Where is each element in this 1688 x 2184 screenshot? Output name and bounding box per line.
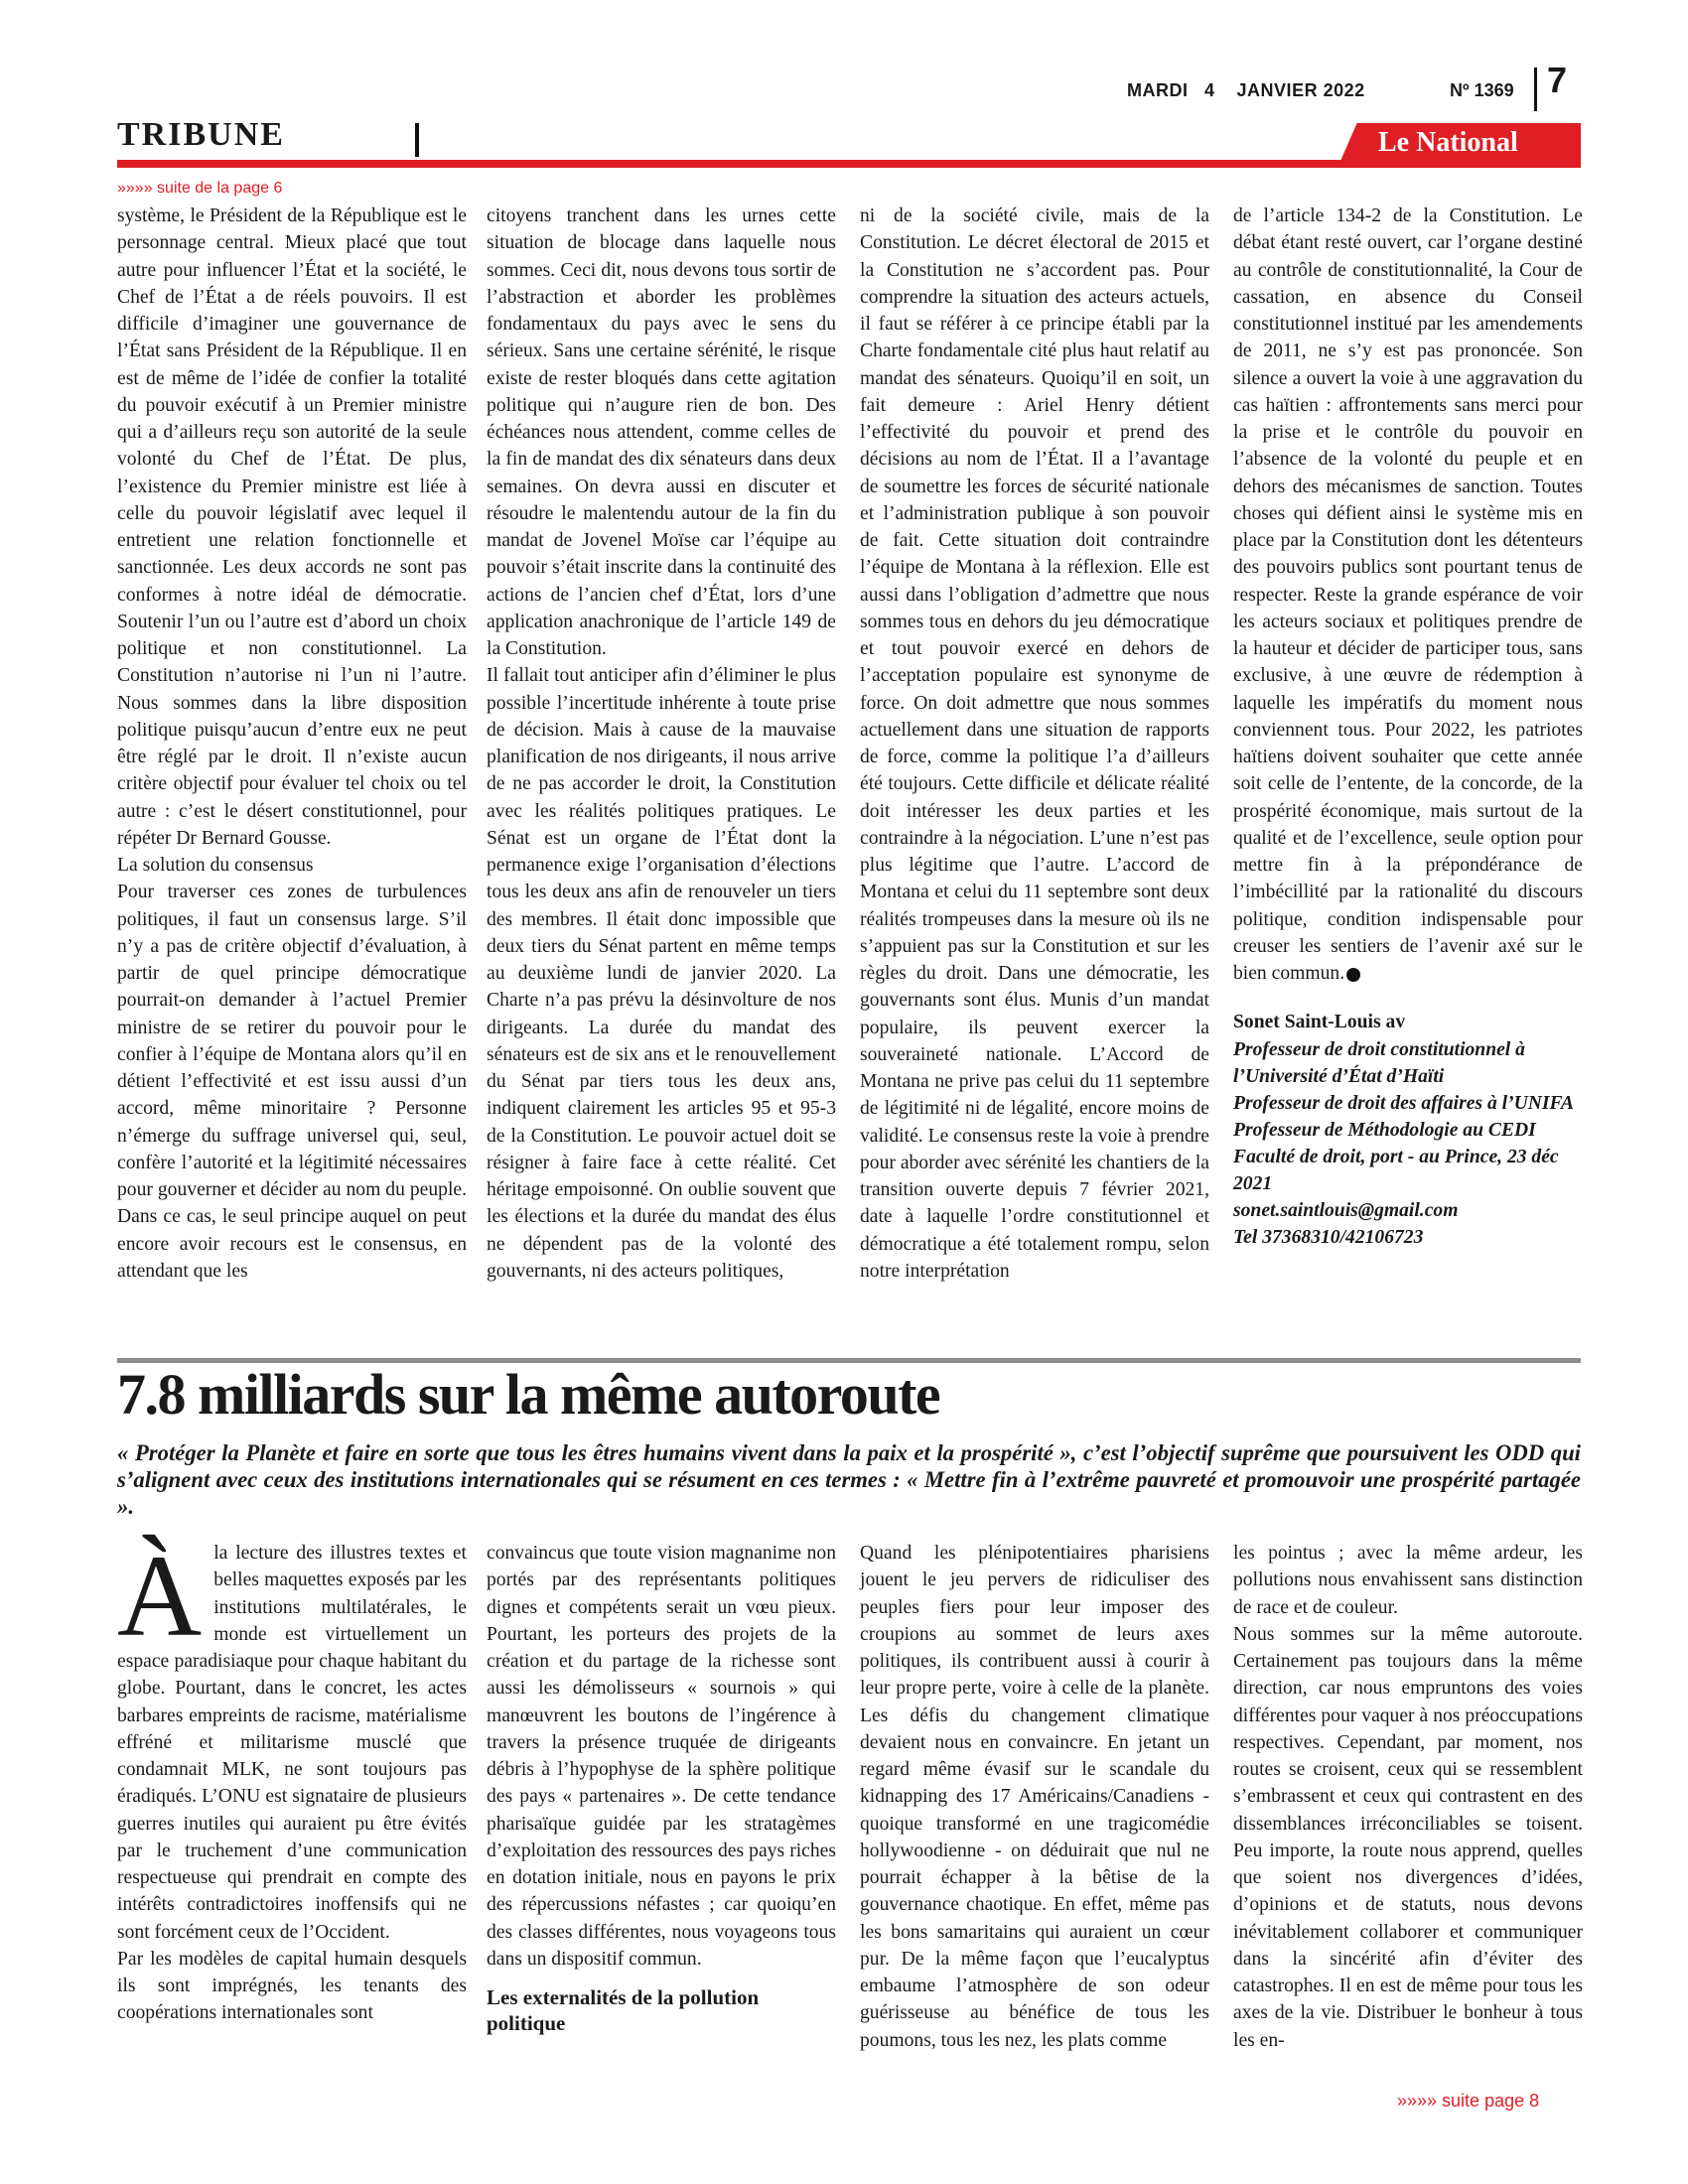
drop-cap: À: [117, 1531, 203, 1661]
article2-column-4: [1233, 1540, 1583, 2054]
author-phone: Tel 37368310/42106723: [1233, 1226, 1424, 1248]
paragraph: convaincus que toute vision magnanime non portés par des représentants politiques dignes et compétents serait un vœu pieux. Pourtant, les porteurs des projets de la création et du partage de la richesse sont aussi les démolisseurs « sournois » qui manœuvrent les boutons de l’ingérence à travers la présence truquée de dirigeants débris à l’hypophyse de la sphère politique des pays « partenaires ». De cette tendance pharisaïque guidée par les stratagèmes d’exploitation des ressources des pays riches en dotation initiale, nous en payons le prix des répercussions néfastes ; car quoiqu’en des classes différentes, nous voyageons tous dans un dispositif commun.: [487, 1543, 836, 1970]
page-number-divider: [1534, 68, 1537, 111]
author-credit: Professeur de droit des affaires à l’UNIFA: [1233, 1092, 1574, 1114]
author-email[interactable]: sonet.saintlouis@gmail.com: [1233, 1199, 1459, 1221]
article2-headline: 7.8 milliards sur la même autoroute: [117, 1362, 940, 1427]
paragraph: [117, 1531, 467, 1946]
paragraph: Par les modèles de capital humain desquels ils sont imprégnés, les tenants des coopérations internationales sont: [117, 1948, 467, 2024]
paragraph: Nous sommes sur la même autoroute. Certainement pas toujours dans la même direction, car nous empruntons des voies différentes pour vaquer à nos préoccupations respectives. Cependant, par moment, nos routes se croisent, ceux qui se ressemblent s’embrassent et ceux qui contrastent en des dissemblances irréconciliables se toisent. Peu importe, la route nous apprend, quelles que soient nos divergences d’idées, d’opinions et de statuts, nous devons inévitablement collaborer et communiquer dans la sincérité afin d’éviter des catastrophes. Il en est de même pour tous les axes de la vie. Distribuer le bonheur à tous les en-: [1233, 1623, 1583, 2051]
issue-month-year: JANVIER 2022: [1236, 80, 1365, 100]
author-credit: Professeur de droit constitutionnel à l’Université d’État d’Haïti: [1233, 1038, 1525, 1087]
article1-column-1: [117, 203, 467, 1285]
paragraph-text: la lecture des illustres textes et belles maquettes exposés par les institutions multilatérales, le monde est virtuellement un espace paradisiaque pour chaque habitant du globe. Pourtant, dans le concret, les actes barbares empreints de racisme, matérialisme effréné et militarisme musclé que condamnait MLK, ne sont toujours pas éradiqués. L’ONU est signataire de plusieurs guerres inutiles qui auraient pu être évités par le truchement d’une communication respectueuse qui prendrait en compte des intérêts contradictoires inoffensifs qui ne sont forcément ceux de l’Occident.: [117, 1543, 467, 1943]
author-credit: Professeur de Méthodologie au CEDI: [1233, 1119, 1536, 1141]
article2-column-3: [860, 1540, 1209, 2054]
paragraph: Pour traverser ces zones de turbulences politiques, il faut un consensus large. S’il n’y a pas de critère objectif d’évaluation, à partir de quel principe démocratique pourrait-on demander à l’actuel Premier ministre de se retirer du pouvoir pour le confier à l’équipe de Montana alors qu’il en détient l’effectivité et est issu aussi d’un accord, même minoritaire ? Personne n’émerge du suffrage universel qui, seul, confère l’autorité et la légitimité nécessaires pour gouverner et décider au nom du peuple. Dans ce cas, le seul principe auquel on peut encore avoir recours est le consensus, en attendant que les: [117, 882, 467, 1282]
paragraph-text: de l’article 134-2 de la Constitution. Le débat étant resté ouvert, car l’organe destiné au contrôle de constitutionnalité, la Cour de cassation, en absence du Conseil constitutionnel institué par les amendements de 2011, ne s’y est pas prononcée. Son silence a ouvert la voie à une aggravation du cas haïtien : affrontements sans merci pour la prise et le contrôle du pouvoir en l’absence de la volonté du peuple et en dehors des mécanismes de sanction. Toutes choses qui défient ainsi le système mis en place par la Constitution dont les détenteurs des pouvoirs publics sont pourtant tenus de respecter. Reste la grande espérance de voir les acteurs sociaux et politiques prendre de la hauteur et décider de participer tous, sans exclusive, à une œuvre de rédemption à laquelle les impératifs du moment nous conviennent tous. Pour 2022, les patriotes haïtiens doivent souhaiter que cette année soit celle de l’entente, de la concorde, de la prospérité économique, mais surtout de la qualité et de l’excellence, seule option pour mettre fin à la prépondérance de l’imbécillité par la rationalité du discours politique, condition indispensable pour creuser les sentiers de l’avenir axé sur le bien commun.: [1233, 205, 1583, 984]
article2-subhead: Les externalités de la pollution politique: [487, 1985, 760, 2035]
author-credit: Faculté de droit, port - au Prince, 23 déc 2021: [1233, 1146, 1559, 1194]
paragraph: système, le Président de la République est le personnage central. Mieux placé que tout autre pour influencer l’État et la société, le Chef de l’État a de réels pouvoirs. Il est difficile d’imaginer une gouvernance de l’État sans Président de la République. Il en est de même de l’idée de confier la totalité du pouvoir exécutif à un Premier ministre qui a d’ailleurs reçu son autorité de la seule volonté du Chef de l’État. De plus, l’existence du Premier ministre est liée à celle du pouvoir législatif avec lequel il entretient une relation fonctionnelle et sanctionnée. Les deux accords ne sont pas conformes à notre idéal de démocratie. Soutenir l’un ou l’autre est d’abord un choix politique et non constitutionnel. La Constitution n’autorise ni l’un ni l’autre. Nous sommes dans la libre disposition politique puisqu’aucun d’entre eux ne peut être réglé par le droit. Il n’existe aucun critère objectif pour évaluer tel choix ou tel autre : c’est le désert constitutionnel, pour répéter Dr Bernard Gousse.: [117, 205, 467, 849]
article1-column-2: [487, 203, 836, 1285]
article1-column-4: [1233, 203, 1583, 1251]
article2-lead: « Protéger la Planète et faire en sorte que tous les êtres humains vivent dans la paix et la prospérité », c’est l’objectif suprême que poursuivent les ODD qui s’alignent avec ceux des institutions internationales qui se résument en ces termes : « Mettre fin à l’extrême pauvreté et promouvoir une prospérité partagée ».: [117, 1440, 1581, 1519]
publication-name: Le National: [1378, 127, 1518, 158]
page-number: 7: [1547, 60, 1568, 100]
end-mark-icon: [1346, 968, 1360, 982]
paragraph: Quand les plénipotentiaires pharisiens jouent le jeu pervers de ridiculiser des peuples fiers pour leur imposer des croupions au sommet de leurs axes politiques, ils contribuent aussi à courir à leur propre perte, voire à celle de la planète. Les défis du changement climatique devaient nous en convaincre. En jetant un regard même évasif sur le scandale du kidnapping des 17 Américains/Canadiens - quoique transformé en une tragicomédie hollywoodienne - on déduirait que nul ne pourrait échapper à la bêtise de la gouvernance chaotique. En effet, même pas les bons samaritains qui auraient un cœur pur. De la même façon que l’eucalyptus embaume l’atmosphère de son odeur guérisseuse au bénéfice de tous les poumons, tous les nez, les plats comme: [860, 1543, 1209, 2051]
section-divider: [415, 123, 419, 157]
paragraph: citoyens tranchent dans les urnes cette situation de blocage dans laquelle nous sommes. Ceci dit, nous devons tous sortir de l’abstraction et aborder les problèmes fondamentaux du pays avec le sens du sérieux. Sans une certaine sérénité, le risque existe de rester bloqués dans cette agitation politique qui n’augure rien de bon. Des échéances nous attendent, comme celles de la fin de mandat des dix sénateurs dans deux semaines. On devra aussi en discuter et résoudre le malentendu autour de la fin du mandat de Jovenel Moïse car l’équipe au pouvoir s’était inscrite dans la continuité des actions de l’ancien chef d’État, lors d’une application anachronique de l’article 149 de la Constitution.: [487, 205, 836, 659]
issue-date-number: 4: [1204, 80, 1215, 100]
article1-column-3: [860, 203, 1209, 1285]
article2-column-2: [487, 1540, 836, 2036]
article1-subhead: La solution du consensus: [117, 855, 314, 876]
issue-number: Nº 1369: [1450, 80, 1514, 100]
paragraph: ni de la société civile, mais de la Constitution. Le décret électoral de 2015 et la Constitution ne s’accordent pas. Pour comprendre la situation des acteurs actuels, il faut se référer à ce principe établi par la Charte fondamentale cité plus haut relatif au mandat des sénateurs. Quoiqu’il en soit, un fait demeure : Ariel Henry détient l’effectivité du pouvoir et prend des décisions au nom de l’État. Il a l’avantage de soumettre les forces de sécurité nationale et l’administration publique à son pouvoir de fait. Cette situation doit contraindre l’équipe de Montana à la réflexion. Elle est aussi dans l’obligation d’admettre que nous sommes tous en dehors du jeu démocratique et tout pouvoir exercé en dehors de l’acceptation populaire est synonyme de force. On doit admettre que nous sommes actuellement dans une situation de rapports de force, comme la politique l’a d’ailleurs été toujours. Cette difficile et délicate réalité doit intéresser les deux parties et les contraindre à la négociation. L’une n’est pas plus légitime que l’autre. L’accord de Montana et celui du 11 septembre sont deux réalités trompeuses dans la mesure où ils ne s’appuient pas sur la Constitution et sur les règles du droit. Dans une démocratie, les gouvernants sont élus. Munis d’un mandat populaire, ils peuvent exercer la souveraineté nationale. L’Accord de Montana ne prive pas celui du 11 septembre de légitimité ni de légalité, encore moins de validité. Le consensus reste la voie à prendre pour aborder avec sérénité les chantiers de la transition ouverte depuis 7 février 2021, date à laquelle l’ordre constitutionnel et démocratique a été totalement rompu, selon notre interprétation: [860, 205, 1209, 1282]
issue-day: MARDI: [1127, 80, 1189, 100]
continued-on-link[interactable]: »»»» suite page 8: [1397, 2091, 1540, 2111]
continued-from-link[interactable]: »»»» suite de la page 6: [117, 180, 283, 197]
paragraph: les pointus ; avec la même ardeur, les pollutions nous envahissent sans distinction de race et de couleur.: [1233, 1543, 1583, 1618]
article2-column-1: [117, 1531, 467, 2027]
paragraph: Il fallait tout anticiper afin d’éliminer le plus possible l’incertitude inhérente à toute prise de décision. Mais à cause de la mauvaise planification de nos dirigeants, il nous arrive de ne pas accorder le droit, la Constitution avec les réalités politiques pratiques. Le Sénat est un organe de l’État dont la permanence exige l’organisation d’élections tous les deux ans afin de renouveler un tiers des membres. Il était donc impossible que deux tiers du Sénat partent en même temps au deuxième lundi de janvier 2020. La Charte n’a pas prévu la désinvolture de nos dirigeants. La durée du mandat des sénateurs est de six ans et le renouvellement du Sénat par tiers tous les deux ans, indiquent clairement les articles 95 et 95-3 de la Constitution. Le pouvoir actuel doit se résigner à faire face à cette réalité. Cet héritage empoisonné. On oublie souvent que les élections et la durée du mandat des élus ne dépendent pas de la volonté des gouvernants, ni des acteurs politiques,: [487, 665, 836, 1282]
paragraph: [1233, 203, 1583, 987]
author-byline: Sonet Saint-Louis av: [1233, 1012, 1406, 1033]
issue-date: [1127, 80, 1425, 101]
section-title: TRIBUNE: [117, 116, 285, 153]
